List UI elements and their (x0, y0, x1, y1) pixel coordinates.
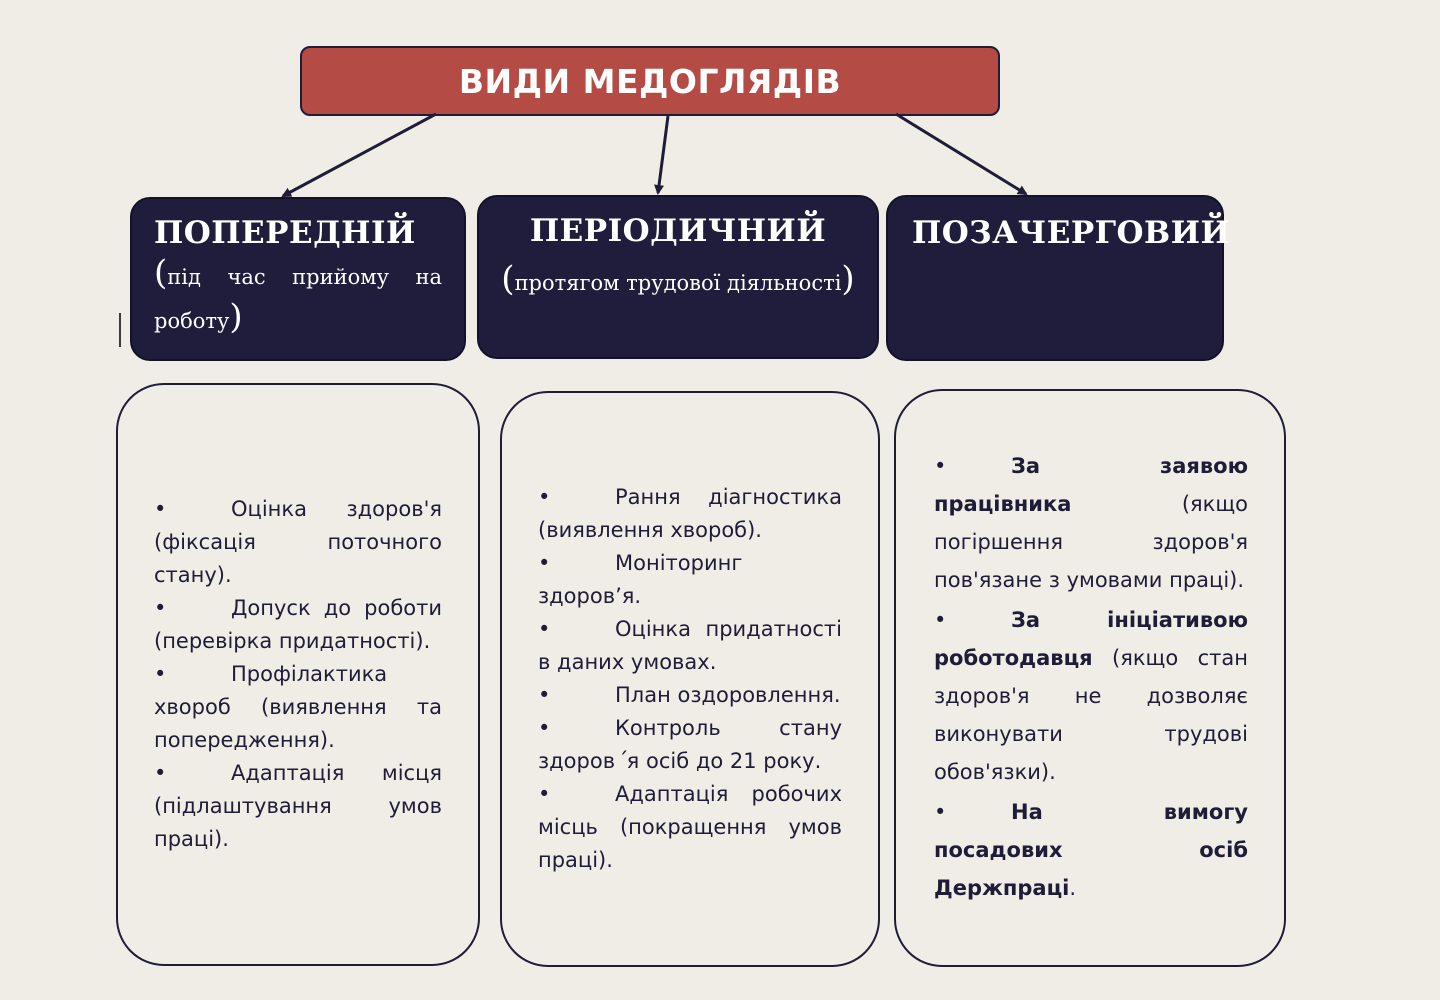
bullet-icon: • (934, 454, 947, 478)
bullet-icon: • (538, 683, 551, 707)
type-preliminary-title: ПОПЕРЕДНІЙ (154, 215, 416, 251)
list-item: • Адаптація робочих місць (покращення умов праці). (538, 778, 842, 877)
bullet-icon: • (154, 761, 167, 785)
list-item: • Контроль стану здоров ՛я осіб до 21 року. (538, 712, 842, 778)
bullet-icon: • (538, 617, 551, 641)
bullet-icon: • (538, 782, 551, 806)
list-item: • Моніторинг здоров’я. (538, 547, 842, 613)
list-item: • Профілактика хвороб (виявлення та попередження). (154, 658, 442, 757)
list-item: • Адаптація місця (підлаштування умов праці). (154, 757, 442, 856)
type-periodic (477, 195, 879, 359)
list-item: • Оцінка здоров'я (фіксація поточного стану). (154, 493, 442, 592)
list-item: • Рання діагностика (виявлення хвороб). (538, 481, 842, 547)
text-cursor (119, 313, 121, 347)
periodic-list (538, 481, 842, 877)
list-item: • За ініціативою роботодавця (якщо стан здоров'я не дозволяє виконувати трудові обов'язки). (934, 601, 1248, 791)
bullet-icon: • (934, 608, 947, 632)
list-item: • За заявою працівника (якщо погіршення здоров'я пов'язане з умовами праці). (934, 447, 1248, 599)
type-extraordinary-title: ПОЗАЧЕРГОВИЙ (912, 215, 1231, 251)
type-preliminary-note: (під час прийому на роботу) (154, 253, 442, 337)
extraordinary-details (894, 389, 1286, 967)
bullet-icon: • (538, 551, 551, 575)
bullet-icon: • (538, 716, 551, 740)
type-periodic-note: (протягом трудової діяльності) (501, 259, 855, 299)
list-item: • Оцінка придатності в даних умовах. (538, 613, 842, 679)
extraordinary-list (934, 447, 1248, 909)
preliminary-list (154, 493, 442, 856)
arrow-to-extraordinary (896, 114, 1026, 194)
list-item: • На вимогу посадових осіб Держпраці. (934, 793, 1248, 907)
list-item: • Допуск до роботи (перевірка придатності). (154, 592, 442, 658)
arrow-to-preliminary (283, 114, 436, 196)
diagram-title: ВИДИ МЕДОГЛЯДІВ (300, 46, 1000, 116)
bullet-icon: • (154, 497, 167, 521)
type-extraordinary (886, 195, 1231, 361)
periodic-details (500, 391, 880, 967)
bullet-icon: • (154, 596, 167, 620)
list-item: • План оздоровлення. (538, 679, 842, 712)
preliminary-details (116, 383, 480, 966)
type-preliminary (130, 197, 466, 361)
arrow-to-periodic (658, 116, 668, 193)
bullet-icon: • (154, 662, 167, 686)
bullet-icon: • (934, 800, 947, 824)
bullet-icon: • (538, 485, 551, 509)
type-periodic-title: ПЕРІОДИЧНИЙ (529, 213, 827, 249)
